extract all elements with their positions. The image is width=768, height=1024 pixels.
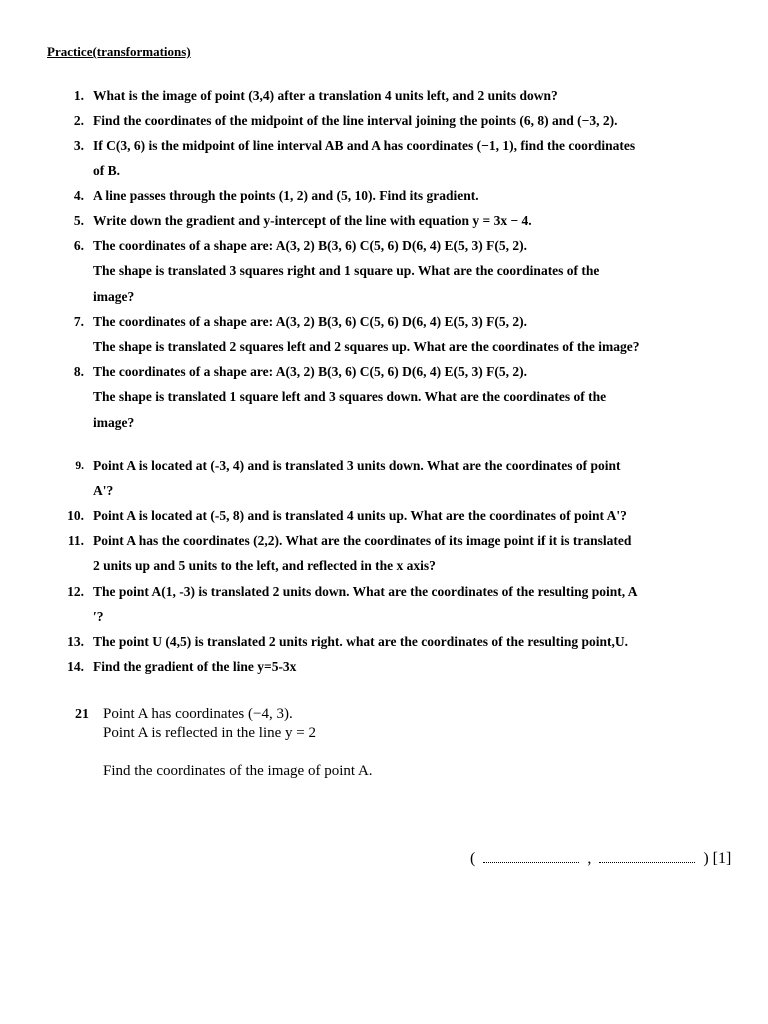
question-text-line: What is the image of point (3,4) after a translation 4 units left, and 2 units down? (93, 88, 558, 103)
worksheet-title: Practice(transformations) (47, 44, 191, 59)
question-text-line: The shape is translated 2 squares left and 2 squares up. What are the coordinates of the image? (93, 339, 640, 354)
question-text-line: The coordinates of a shape are: A(3, 2) B(3, 6) C(5, 6) D(6, 4) E(5, 3) F(5, 2). (93, 364, 527, 379)
question-text-line: The shape is translated 1 square left and 3 squares down. What are the coordinates of the (93, 389, 607, 404)
question-text-line: of B. (93, 163, 120, 178)
answer-blank-x[interactable] (483, 850, 579, 863)
question-21-number: 21 (75, 707, 89, 722)
question-text-line: Find the gradient of the line y=5-3x (93, 659, 297, 674)
question-number: 3. (73, 138, 84, 153)
answer-line (470, 850, 731, 868)
question-text-line: The coordinates of a shape are: A(3, 2) B(3, 6) C(5, 6) D(6, 4) E(5, 3) F(5, 2). (93, 314, 527, 329)
question-text-line: The shape is translated 3 squares right and 1 square up. What are the coordinates of the (93, 263, 600, 278)
question-number: 13. (67, 634, 84, 649)
question-number: 4. (73, 188, 84, 203)
question-text-line: The point A(1, -3) is translated 2 units down. What are the coordinates of the resulting point, A (93, 584, 638, 599)
question-number: 10. (67, 508, 84, 523)
question-number: 14. (67, 659, 84, 674)
question-number: 2. (73, 113, 84, 128)
question-text-line: The coordinates of a shape are: A(3, 2) B(3, 6) C(5, 6) D(6, 4) E(5, 3) F(5, 2). (93, 238, 527, 253)
answer-close-paren: ) (703, 850, 709, 867)
question-text-line: image? (93, 289, 135, 304)
question-text-line: 2 units up and 5 units to the left, and reflected in the x axis? (93, 558, 436, 573)
question-text-line: A line passes through the points (1, 2) and (5, 10). Find its gradient. (93, 188, 479, 203)
question-21-line-2: Point A is reflected in the line y = 2 (103, 725, 317, 741)
question-text-line: The point U (4,5) is translated 2 units right. what are the coordinates of the resulting point,U. (93, 634, 629, 649)
answer-comma: , (587, 850, 592, 867)
question-number: 11. (67, 533, 84, 548)
question-number: 12. (67, 584, 84, 599)
question-number: 5. (73, 213, 84, 228)
question-text-line: Point A is located at (-5, 8) and is translated 4 units up. What are the coordinates of point A'? (93, 508, 627, 523)
question-text-line: Find the coordinates of the midpoint of the line interval joining the points (6, 8) and (−3, 2). (93, 113, 618, 128)
answer-marks: [1] (712, 850, 732, 867)
question-number: 9. (75, 460, 84, 472)
question-number: 6. (73, 238, 84, 253)
question-text-line: A'? (93, 483, 114, 498)
question-21-line-3: Find the coordinates of the image of point A. (103, 763, 373, 779)
question-text-line: Write down the gradient and y-intercept of the line with equation y = 3x − 4. (93, 213, 532, 228)
question-text-line: If C(3, 6) is the midpoint of line interval AB and A has coordinates (−1, 1), find the coordinates (93, 138, 636, 153)
answer-open-paren: ( (470, 850, 476, 867)
answer-blank-y[interactable] (599, 850, 695, 863)
question-text-line: Point A is located at (-3, 4) and is translated 3 units down. What are the coordinates of point (93, 458, 621, 473)
question-number: 1. (73, 88, 84, 103)
question-text-line: image? (93, 415, 135, 430)
question-text-line: ′? (93, 609, 104, 624)
question-number: 7. (73, 314, 84, 329)
question-number: 8. (73, 364, 84, 379)
question-21-line-1: Point A has coordinates (−4, 3). (103, 706, 293, 722)
question-text-line: Point A has the coordinates (2,2). What are the coordinates of its image point if it is translated (93, 533, 632, 548)
